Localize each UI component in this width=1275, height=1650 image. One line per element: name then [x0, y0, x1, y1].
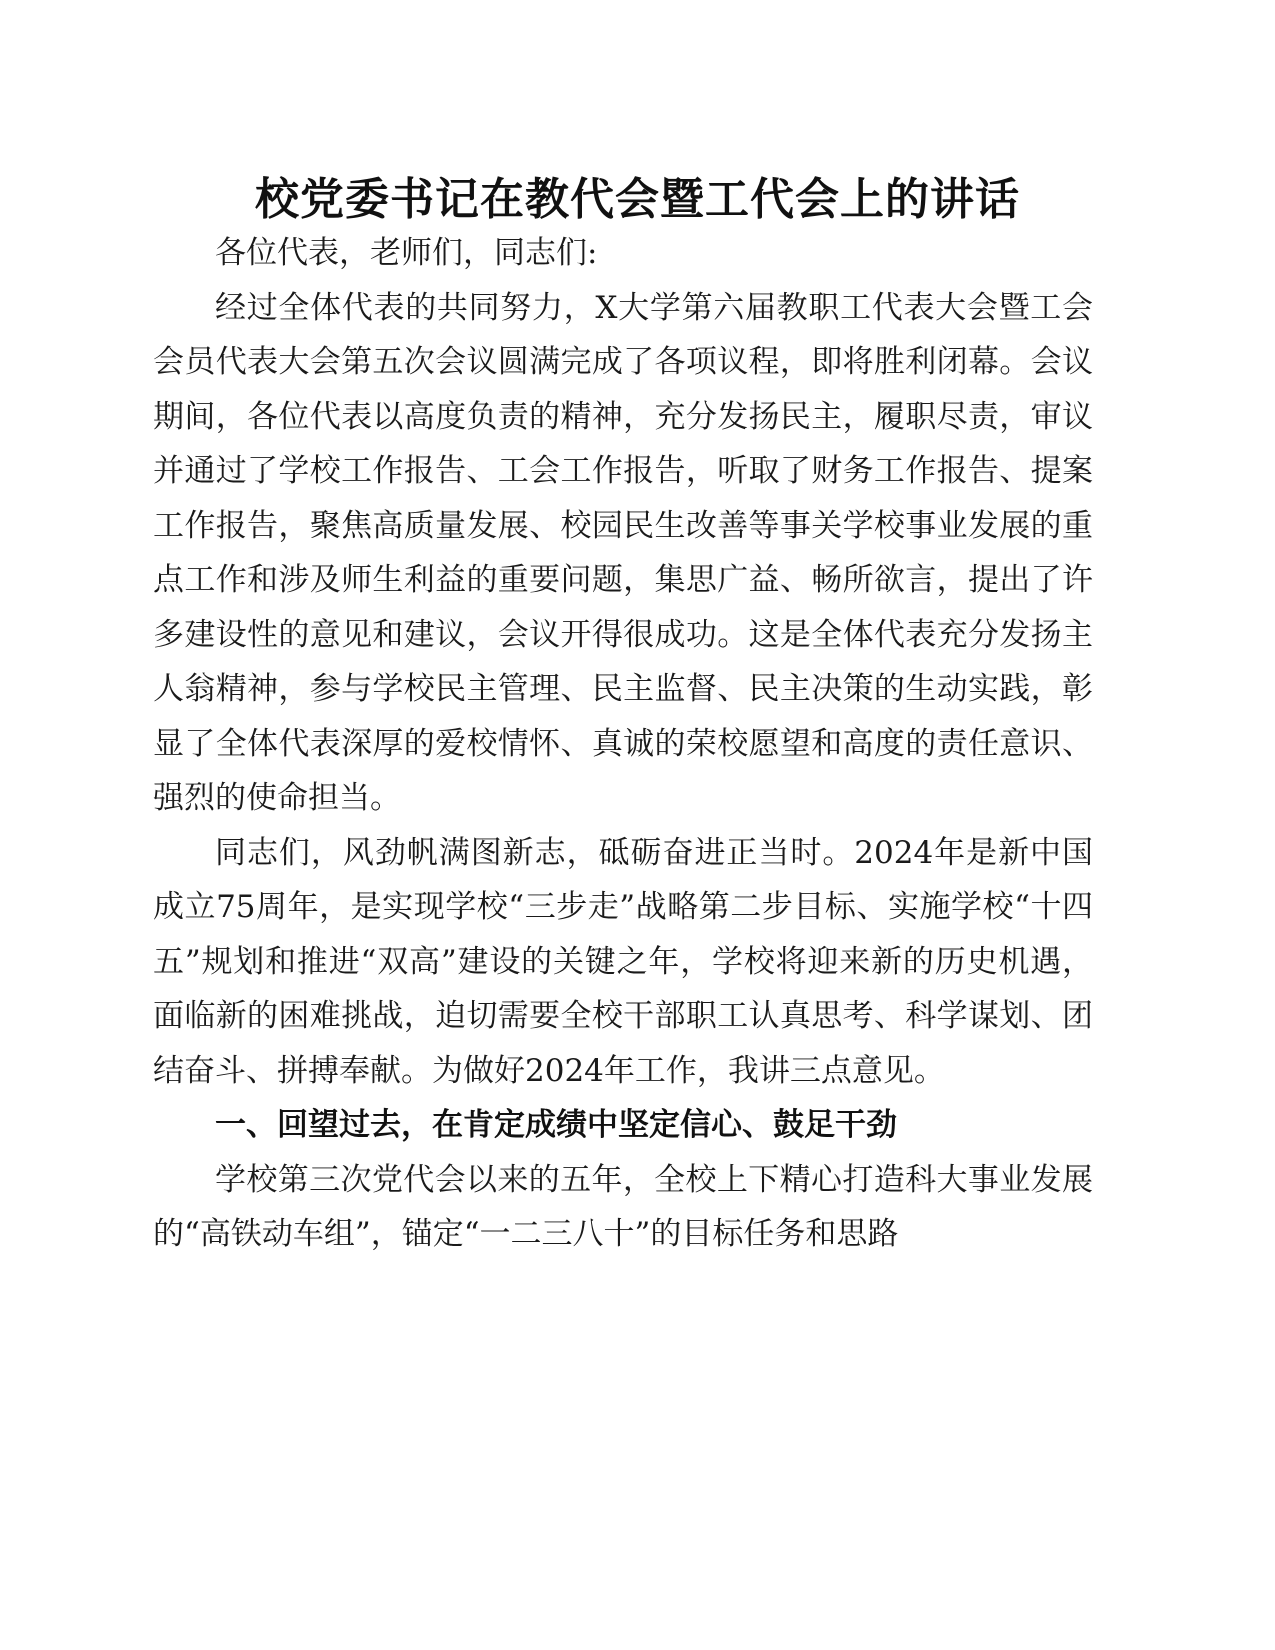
body-paragraph-2: 同志们，风劲帆满图新志，砥砺奋进正当时。2024年是新中国成立75周年，是实现学校“三步走”战略第二步目标、实施学校“十四五”规划和推进“双高”建设的关键之年，学校将迎来新的历史机遇，面临新的困难挑战，迫切需要全校干部职工认真思考、科学谋划、团结奋斗、拼搏奉献。为做好2024年工作，我讲三点意见。: [153, 834, 1093, 1089]
section-heading-1: 一、回望过去，在肯定成绩中坚定信心、鼓足干劲: [215, 1107, 897, 1143]
document-title: 校党委书记在教代会暨工代会上的讲话: [255, 174, 1020, 225]
body-paragraph-1: 经过全体代表的共同努力，X大学第六届教职工代表大会暨工会会员代表大会第五次会议圆满完成了各项议程，即将胜利闭幕。会议期间，各位代表以高度负责的精神，充分发扬民主，履职尽责，审议并通过了学校工作报告、工会工作报告，听取了财务工作报告、提案工作报告，聚焦高质量发展、校园民生改善等事关学校事业发展的重点工作和涉及师生利益的重要问题，集思广益、畅所欲言，提出了许多建设性的意见和建议，会议开得很成功。这是全体代表充分发扬主人翁精神，参与学校民主管理、民主监督、民主决策的生动实践，彰显了全体代表深厚的爱校情怀、真诚的荣校愿望和高度的责任意识、强烈的使命担当。: [153, 289, 1093, 816]
document-body: [153, 226, 1093, 1262]
salutation: 各位代表，老师们，同志们:: [215, 235, 598, 271]
section-1-paragraph-1: 学校第三次党代会以来的五年，全校上下精心打造科大事业发展的“高铁动车组”，锚定“一二三八十”的目标任务和思路: [153, 1161, 1093, 1252]
